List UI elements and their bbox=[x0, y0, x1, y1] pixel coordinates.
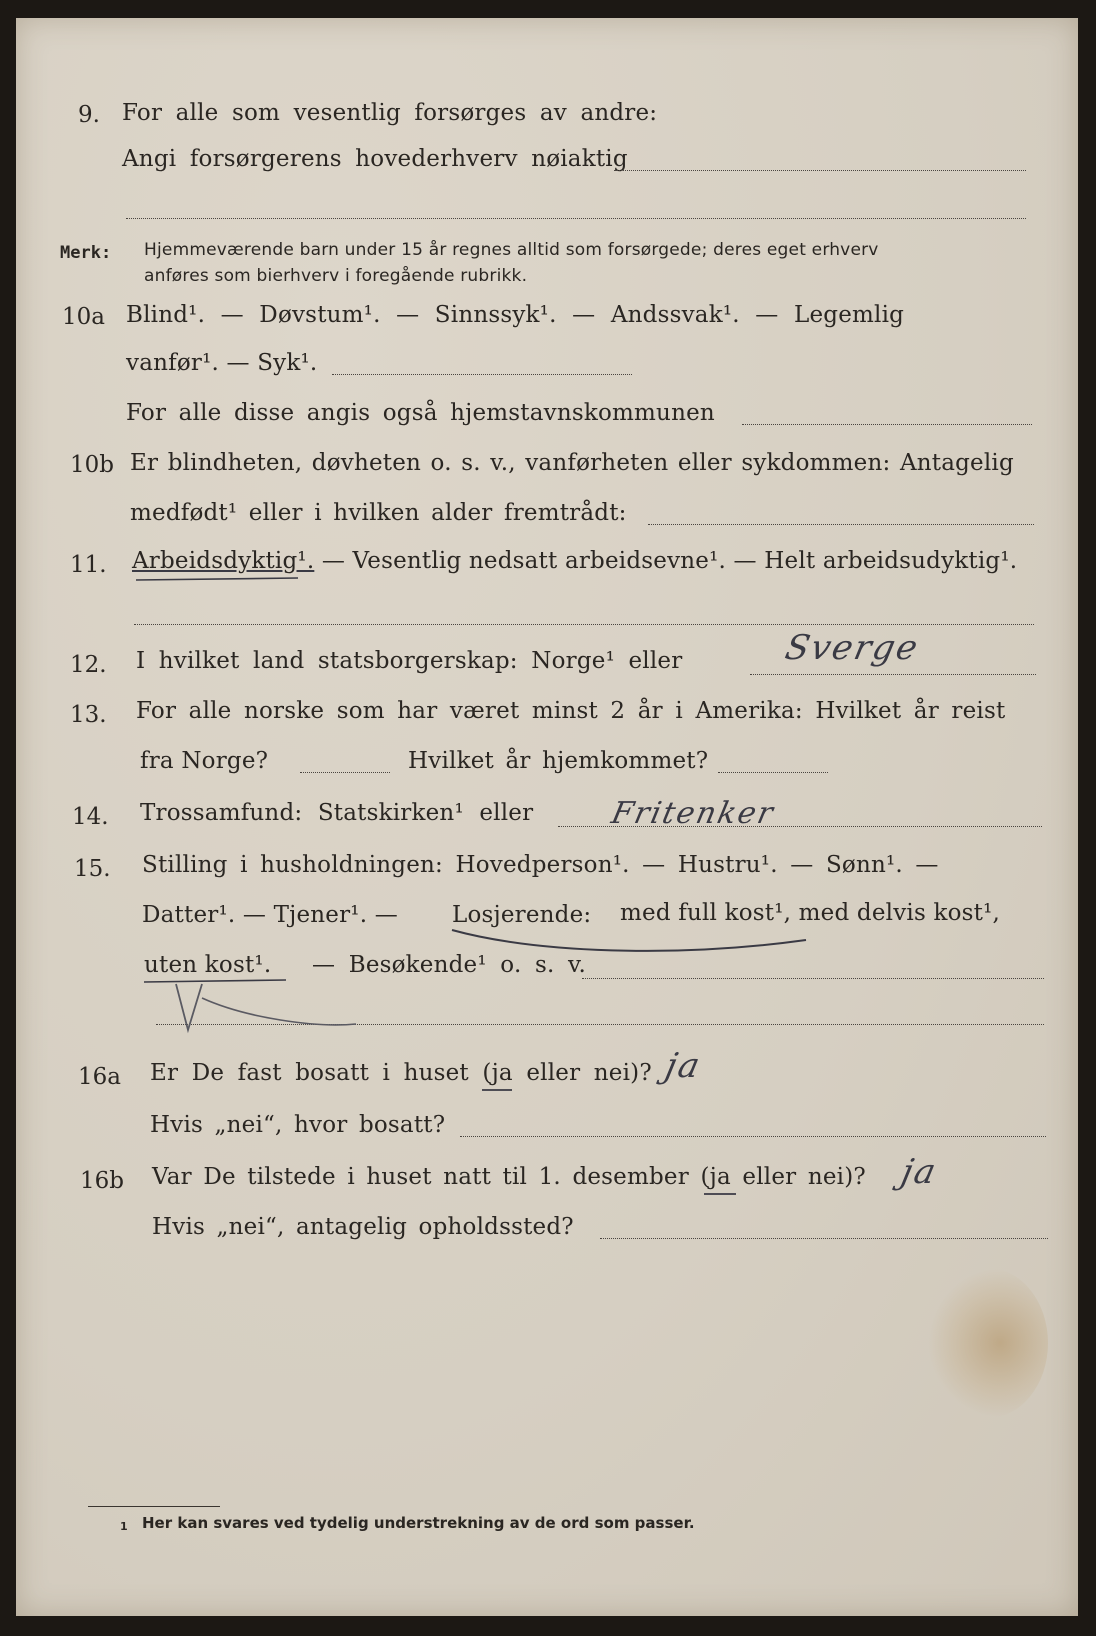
q16a-handwritten-answer[interactable]: ja bbox=[661, 1046, 706, 1086]
q15-line1: Stilling i husholdningen: Hovedperson¹. — Hustru¹. — Sønn¹. — bbox=[142, 852, 939, 878]
footnote-text: Her kan svares ved tydelig understrekning av de ord som passer. bbox=[142, 1514, 695, 1532]
q10a-line1: Blind¹. — Døvstum¹. — Sinnssyk¹. — Andssvak¹. — Legemlig bbox=[126, 302, 905, 328]
q9-number: 9. bbox=[78, 102, 100, 128]
q11-option-arbeidsdyktig[interactable]: Arbeidsdyktig¹. bbox=[132, 548, 315, 574]
census-form-page bbox=[16, 18, 1078, 1616]
q13-line2b: Hvilket år hjemkommet? bbox=[408, 748, 709, 774]
footnote-mark: 1 bbox=[120, 1520, 128, 1533]
q15-line2c: med full kost¹, med delvis kost¹, bbox=[620, 900, 1001, 926]
q16b-line1c: eller nei)? bbox=[742, 1164, 866, 1190]
q14-number: 14. bbox=[72, 804, 109, 830]
merk-line2: anføres som bierhverv i foregående rubrikk. bbox=[144, 266, 528, 286]
footnote-rule bbox=[88, 1506, 220, 1507]
q16a-option-ja[interactable]: ja bbox=[491, 1060, 513, 1086]
q16b-number: 16b bbox=[80, 1168, 124, 1194]
q13-line1: For alle norske som har været minst 2 år i Amerika: Hvilket år reist bbox=[136, 698, 1006, 724]
q16b-line1a: Var De tilstede i huset natt til 1. desember ( bbox=[152, 1164, 710, 1190]
merk-line1: Hjemmeværende barn under 15 år regnes alltid som forsørgede; deres eget erhverv bbox=[144, 240, 879, 260]
q12-handwritten-answer[interactable]: Sverge bbox=[781, 628, 924, 668]
q10b-line2: medfødt¹ eller i hvilken alder fremtrådt: bbox=[130, 500, 627, 526]
q16a-line2: Hvis „nei“, hvor bosatt? bbox=[150, 1112, 446, 1138]
q9-line2: Angi forsørgerens hovederhverv nøiaktig bbox=[122, 146, 628, 172]
q16a-number: 16a bbox=[78, 1064, 121, 1090]
q10a-number: 10a bbox=[62, 304, 105, 330]
q10a-line3: For alle disse angis også hjemstavnskommunen bbox=[126, 400, 715, 426]
q16a-answer-line[interactable] bbox=[460, 1136, 1046, 1137]
q16a-line1c: eller nei)? bbox=[526, 1060, 652, 1086]
q16b-answer-line[interactable] bbox=[600, 1238, 1048, 1239]
q10b-number: 10b bbox=[70, 452, 114, 478]
q15-line3b: — Besøkende¹ o. s. v. bbox=[312, 952, 586, 978]
q15-line2a: Datter¹. — Tjener¹. — bbox=[142, 902, 398, 928]
q15-option-losjerende[interactable]: Losjerende: bbox=[452, 902, 592, 928]
q16b-line2: Hvis „nei“, antagelig opholdssted? bbox=[152, 1214, 574, 1240]
q9-line1: For alle som vesentlig forsørges av andre: bbox=[122, 100, 658, 126]
q15-option-uten-kost[interactable]: uten kost¹. bbox=[144, 952, 272, 978]
q11-number: 11. bbox=[70, 552, 107, 578]
pen-markings bbox=[16, 18, 1078, 1616]
q16b-option-ja[interactable]: ja bbox=[709, 1164, 731, 1190]
q16b-handwritten-answer[interactable]: ja bbox=[897, 1152, 942, 1192]
q16a-line1 bbox=[150, 1060, 652, 1086]
q14-text: Trossamfund: Statskirken¹ eller bbox=[140, 800, 534, 826]
q12-text: I hvilket land statsborgerskap: Norge¹ eller bbox=[136, 648, 683, 674]
q14-handwritten-answer[interactable]: Fritenker bbox=[608, 796, 778, 831]
q11-rest: — Vesentlig nedsatt arbeidsevne¹. — Helt arbeidsudyktig¹. bbox=[321, 548, 1018, 574]
merk-label: Merk: bbox=[60, 243, 112, 263]
q12-number: 12. bbox=[70, 652, 107, 678]
q15-number: 15. bbox=[74, 856, 111, 882]
q13-number: 13. bbox=[70, 702, 107, 728]
q16b-line1 bbox=[152, 1164, 866, 1190]
q13-line2a: fra Norge? bbox=[140, 748, 269, 774]
q10a-line2: vanfør¹. — Syk¹. bbox=[126, 350, 318, 376]
q10b-line1: Er blindheten, døvheten o. s. v., vanførheten eller sykdommen: Antagelig bbox=[130, 450, 1014, 476]
q16a-line1a: Er De fast bosatt i huset ( bbox=[150, 1060, 492, 1086]
